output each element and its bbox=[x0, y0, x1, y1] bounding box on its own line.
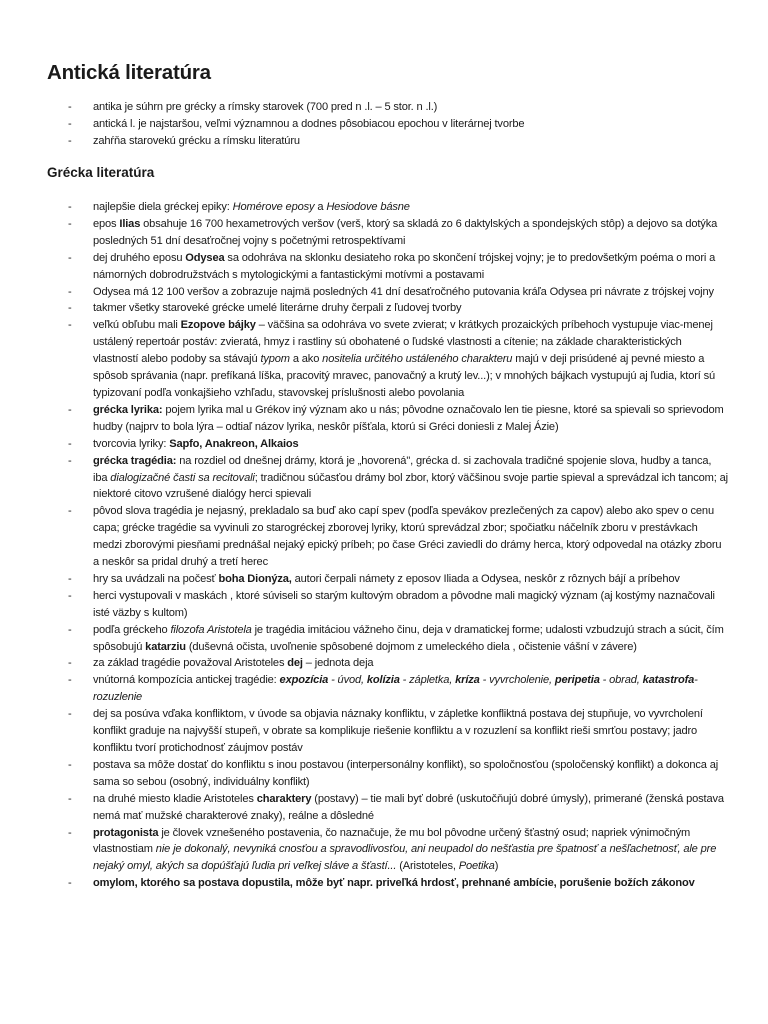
text-run: Sapfo, Anakreon, Alkaios bbox=[169, 437, 299, 450]
text-run: antika je súhrn pre grécky a rímsky starovek (700 pred n .l. – 5 stor. n .l.) bbox=[93, 101, 438, 113]
text-run: podľa gréckeho bbox=[93, 623, 171, 636]
text-run: peripetia bbox=[554, 674, 600, 687]
text-run: - vyvrcholenie, bbox=[479, 674, 555, 687]
text-run: nie je dokonalý, nevyniká cnosťou a spravodlivosťou, ani neupadol do nešťastia pre špatnosť a nešľachetnosť, ale pre nejaký omyl, akých sa dopúšťajú ľudia pri veľkej sláve a šťastí... bbox=[93, 843, 717, 873]
list-item bbox=[0, 825, 768, 876]
text-run: tvorcovia lyriky: bbox=[93, 437, 170, 450]
intro-list bbox=[0, 99, 768, 150]
text-run: a bbox=[314, 201, 327, 213]
text-run: omylom, ktorého sa postava dopustila, môže byť napr. priveľká hrdosť, prehnané ambície, porušenie božích zákonov bbox=[93, 877, 695, 890]
list-item bbox=[0, 655, 768, 672]
text-run: boha Dionýza, bbox=[218, 572, 292, 585]
text-run: na rozdiel od dnešnej drámy, ktorá je „hovorená", grécka d. si zachovala tradičné spojenie slova, hudby a tanca, iba bbox=[93, 454, 712, 484]
text-run: (Aristoteles, bbox=[396, 860, 459, 873]
text-run: (postavy) – tie mali byť dobré (uskutočňujú dobré úmysly), primerané (ženská postava nemá mať mužské charakterové znaky), reálne a dôsledné bbox=[93, 792, 724, 822]
text-run: veľkú obľubu mali bbox=[93, 319, 181, 332]
greek-literature-list bbox=[0, 199, 768, 892]
list-item bbox=[0, 116, 768, 133]
text-run: za základ tragédie považoval Aristoteles bbox=[93, 657, 288, 670]
list-item bbox=[0, 622, 768, 656]
list-item bbox=[0, 216, 768, 250]
text-run: zahŕňa starovekú grécku a rímsku literatúru bbox=[93, 134, 300, 147]
list-item bbox=[0, 250, 768, 284]
text-run: katarziu bbox=[145, 640, 186, 653]
text-run: pojem lyrika mal u Grékov iný význam ako u nás; pôvodne označovalo len tie piesne, ktoré sa spievali so sprievodom hudby (najprv to bola lýra – odtiaľ názov lyrika, neskôr píšťala, ktorú si Gréci doniesli z Malej Ázie) bbox=[93, 403, 724, 433]
text-run: - zápletka, bbox=[399, 674, 456, 687]
list-item bbox=[0, 791, 768, 825]
list-item bbox=[0, 503, 768, 571]
text-run: dej druhého eposu bbox=[93, 251, 186, 264]
list-item bbox=[0, 284, 768, 301]
text-run: kolízia bbox=[366, 674, 400, 687]
text-run: hry sa uvádzali na počesť bbox=[93, 572, 219, 585]
text-run: je človek vznešeného postavenia, čo naznačuje, že mu bol pôvodne určený šťastný osud; napriek výnimočným vlastnostiam bbox=[93, 826, 691, 856]
text-run: autori čerpali námety z eposov Iliada a Odysea, neskôr z rôznych bájí a príbehov bbox=[291, 572, 680, 585]
text-run: Hesiodove básne bbox=[326, 201, 410, 213]
list-item bbox=[0, 453, 768, 504]
text-run: expozícia bbox=[279, 674, 329, 687]
text-run: antická l. je najstaršou, veľmi významnou a dodnes pôsobiacou epochou v literárnej tvorbe bbox=[93, 117, 525, 130]
text-run: protagonista bbox=[93, 826, 159, 839]
text-run: charaktery bbox=[256, 792, 312, 805]
list-item bbox=[0, 99, 768, 116]
text-run: – väčšina sa odohráva vo svete zvierat; v krátkych prozaických príbehoch vystupuje viac-menej ustálený repertoár postáv: zvieratá, hmyz i rastliny sú obohatené o ľudské vlastnosti a cítenie; na základe charakteristických vlastností alebo podoby sa stávajú bbox=[93, 319, 713, 366]
list-item bbox=[0, 300, 768, 317]
text-run: katastrofa bbox=[642, 674, 695, 687]
text-run: na druhé miesto kladie Aristoteles bbox=[93, 792, 257, 805]
text-run: Odysea má 12 100 veršov a zobrazuje najmä posledných 41 dní desaťročného putovania kráľa Odysea pri návrate z trójskej vojny bbox=[93, 285, 714, 298]
text-run: – jednota deja bbox=[302, 657, 374, 670]
text-run: Poetika bbox=[458, 860, 495, 873]
text-run: dej bbox=[287, 657, 303, 670]
text-run: - obrad, bbox=[599, 674, 643, 687]
text-run: takmer všetky staroveké grécke umelé literárne druhy čerpali z ľudovej tvorby bbox=[93, 302, 462, 315]
list-item bbox=[0, 317, 768, 402]
text-run: Ilias bbox=[119, 217, 141, 230]
list-item bbox=[0, 571, 768, 588]
text-run: herci vystupovali v maskách , ktoré súviseli so starým kultovým obradom a pôvodne mali magický význam (aj kostýmy naznačovali isté väzby s kultom) bbox=[93, 589, 715, 619]
list-item bbox=[0, 199, 768, 216]
text-run: epos bbox=[93, 217, 120, 230]
list-item bbox=[0, 402, 768, 436]
text-run: grécka lyrika: bbox=[93, 403, 163, 416]
text-run: grécka tragédia: bbox=[93, 454, 177, 467]
text-run: Ezopove bájky bbox=[180, 319, 256, 332]
text-run: najlepšie diela gréckej epiky: bbox=[93, 201, 233, 213]
page-title: Antická literatúra bbox=[47, 61, 211, 84]
text-run: je tragédia imitáciou vážneho činu, deja v dramatickej forme; udalosti vzbudzujú strach a súcit, čím spôsobujú bbox=[93, 623, 724, 653]
text-run: dialogizačné časti sa recitovali bbox=[110, 471, 255, 484]
list-item bbox=[0, 588, 768, 622]
text-run: vnútorná kompozícia antickej tragédie: bbox=[93, 674, 280, 687]
text-run: postava sa môže dostať do konfliktu s inou postavou (interpersonálny konflikt), so spoločnosťou (spoločenský konflikt) a dokonca aj sama so sebou (osobný, individuálny konflikt) bbox=[93, 758, 719, 788]
text-run: dej sa posúva vďaka konfliktom, v úvode sa objavia náznaky konfliktu, v zápletke konfliktná postava dej stupňuje, vo vyvrcholení konflikt graduje na najvyšší stupeň, v obrate sa komplikuje riešenie konfliktu a v rozuzlení sa konflikt rieši smrťou postavy; jadro konfliktu tvorí protichodnosť záujmov postáv bbox=[93, 708, 703, 754]
text-run: (duševná očista, uvoľnenie spôsobené dojmom z umeleckého diela , očistenie vášní v závere) bbox=[185, 640, 637, 653]
text-run: sa odohráva na sklonku desiateho roka po skončení trójskej vojny; je to predovšetkým poéma o mori a námorných dobrodružstvách s mytologickými a fantastickými motívmi a postavami bbox=[93, 251, 716, 281]
list-item bbox=[0, 436, 768, 453]
text-run: kríza bbox=[455, 674, 480, 687]
text-run: pôvod slova tragédia je nejasný, prekladalo sa buď ako capí spev (podľa spevákov prezlečených za capov) alebo ako spev o cenu capa; grécke tragédie sa vyvinuli zo starogréckej zborovej lyriky, ktorú sprevádzal zbor; spočiatku náčelník zboru v prestávkach medzi zborovými piesňami prednášal nejaký epický príbeh; po čase Gréci zaviedli do drámy herca, ktorý odpovedal na otázky zboru a neskôr sa pridal druhý a tretí herec bbox=[93, 505, 722, 569]
text-run: Homérove eposy bbox=[232, 201, 315, 213]
text-run: obsahuje 16 700 hexametrových veršov (verš, ktorý sa skladá zo 6 daktylských a spondejských stôp) a dejovo sa dotýka posledných 51 dní desaťročnej vojny s početnými retrospektívami bbox=[93, 217, 718, 247]
text-run: a ako bbox=[289, 353, 323, 366]
text-run: filozofa Aristotela bbox=[170, 623, 252, 636]
text-run: - úvod, bbox=[328, 674, 367, 687]
list-item bbox=[0, 706, 768, 757]
text-run: Odysea bbox=[185, 251, 225, 264]
list-item bbox=[0, 133, 768, 150]
section-title: Grécka literatúra bbox=[47, 165, 155, 180]
text-run: majú v deji prisúdené aj pevné miesto a spôsob správania (napr. prefíkaná líška, pracovitý mravec, panovačný a krutý lev...); v mnohých bájkach vystupujú aj ľudia, ktorí sú typizovaní podľa vonkajšieho vzhľadu, stavovskej príslušnosti alebo povolania bbox=[93, 353, 716, 399]
text-run: typom bbox=[260, 353, 290, 366]
text-run: ) bbox=[494, 860, 499, 873]
text-run: - rozuzlenie bbox=[93, 674, 698, 704]
list-item bbox=[0, 757, 768, 791]
list-item bbox=[0, 875, 768, 892]
list-item bbox=[0, 672, 768, 706]
text-run: nositelia určitého ustáleného charakteru bbox=[322, 353, 513, 366]
text-run: ; tradičnou súčasťou drámy bol zbor, ktorý väčšinou svoje partie spieval a sprevádzal ich tancom; aj niektoré citovo vzrušené dialógy herci spievali bbox=[93, 471, 728, 501]
